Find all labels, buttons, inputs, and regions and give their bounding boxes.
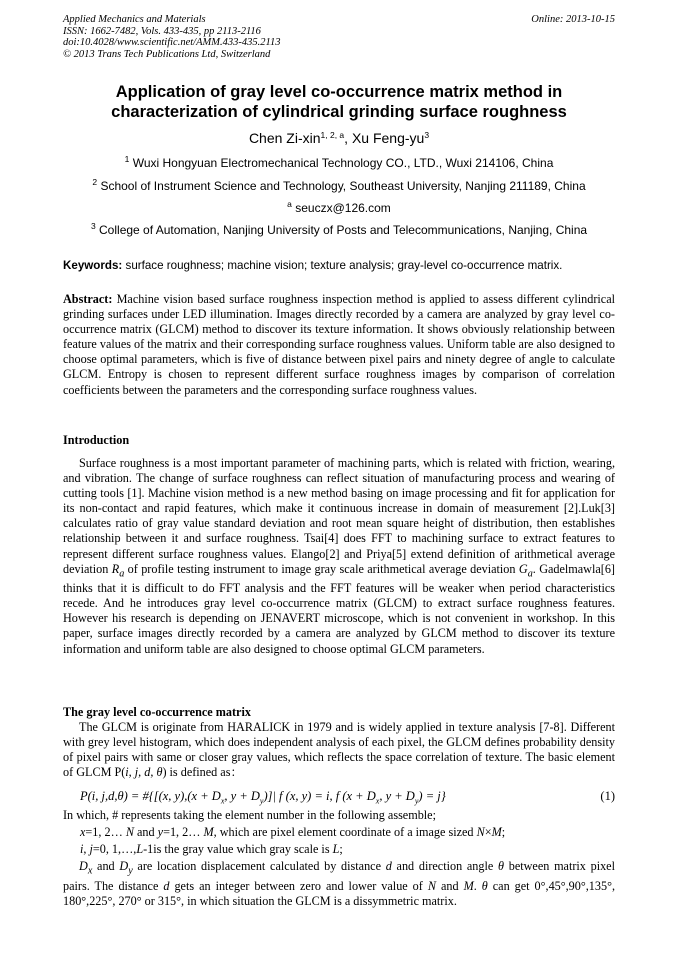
symbol: M	[463, 878, 474, 893]
symbol: M	[203, 825, 214, 839]
author-affiliation-mark: 1, 2, a	[320, 130, 345, 140]
symbol: θ	[481, 878, 488, 893]
affiliation	[30, 156, 648, 170]
keywords-label: Keywords:	[63, 259, 123, 272]
text: and direction angle	[391, 859, 499, 873]
author-list	[63, 130, 615, 146]
title-line-2: characterization of cylindrical grinding surface roughness	[111, 103, 567, 121]
definition-line: In which, # represents taking the element number in the following assemble;	[63, 808, 436, 822]
symbol: θ	[498, 859, 505, 873]
keywords-text: surface roughness; machine vision; texture analysis; gray-level co-occurrence matrix.	[125, 259, 563, 272]
text: -1is the gray value which gray scale is	[143, 842, 333, 856]
symbol: L	[136, 842, 144, 856]
section-heading-introduction: Introduction	[63, 433, 130, 447]
equation-subscript: y	[414, 796, 419, 806]
definition-line	[80, 842, 615, 857]
equation-part: , y + D	[379, 789, 415, 803]
text: , which are pixel element coordinate of a image sized	[213, 825, 477, 839]
symbol: L	[332, 842, 340, 856]
symbol: M	[491, 825, 502, 839]
affiliation-email	[30, 201, 648, 215]
issn: ISSN: 1662-7482, Vols. 433-435, pp 2113-2116	[63, 25, 261, 37]
symbol-ra: R	[111, 561, 120, 576]
equation-part: ) = j}	[418, 789, 446, 803]
symbol: D	[119, 859, 129, 873]
glcm-displacement-paragraph	[63, 859, 615, 909]
section-heading-glcm: The gray level co-occurrence matrix	[63, 705, 251, 719]
introduction-paragraph	[63, 456, 615, 657]
equation-subscript: y	[259, 796, 264, 806]
paragraph-text: ) is defined as：	[162, 765, 243, 780]
text: and	[92, 859, 120, 873]
symbol: N	[476, 825, 485, 839]
affiliation-text: College of Automation, Nanjing University of Posts and Telecommunications, Nanjing, China	[99, 223, 588, 237]
symbol: D	[79, 859, 88, 873]
affiliation	[30, 179, 648, 193]
author-separator: ,	[344, 130, 352, 146]
text: between matrix pixel pairs. The distance	[63, 859, 615, 893]
text: .	[473, 878, 482, 893]
equation-number: (1)	[600, 789, 615, 803]
text: and	[435, 878, 464, 893]
text: and	[133, 825, 158, 839]
affiliation-mark: 2	[92, 177, 98, 187]
title-line-1: Application of gray level co-occurrence matrix method in	[115, 83, 563, 101]
author-name: Xu Feng-yu	[351, 130, 425, 146]
glcm-paragraph	[63, 720, 615, 780]
symbol: y	[157, 825, 164, 839]
equation-subscript: x	[375, 796, 380, 806]
definition-line	[80, 825, 615, 840]
text: ,	[83, 842, 90, 856]
paragraph-text: . Gadelmawla[6] thinks that it is difficult to do FFT analysis and the FFT features will be weaker when period characteristics recede. And he introduces gray level co-occurrence matrix (GLCM) to extract surface roughness features. However his research is depending on JENAVERT microscope, which is not convenient in workshop. In this paper, surface images directly recorded by a camera are analyzed by GLCM method to discover its texture information and uniform table are also designed to choose optimal GLCM parameters.	[63, 561, 615, 656]
copyright: © 2013 Trans Tech Publications Ltd, Switzerland	[63, 48, 271, 60]
affiliation-mark: 3	[90, 221, 96, 231]
affiliation	[30, 223, 648, 237]
equation-part: P(i, j,d,θ) = #{[(x, y),(x + D	[80, 789, 221, 803]
symbol: j	[89, 842, 93, 856]
text: =1, 2…	[163, 825, 204, 839]
email-text: seuczx@126.com	[295, 201, 391, 215]
equation-part: , y + D	[224, 789, 260, 803]
abstract-text: Machine vision based surface roughness inspection method is applied to assess different cylindrical grinding surfaces under LED illumination. Images directly recorded by a camera are analyzed by gray level co-occurrence matrix (GLCM) method to discover its texture information. It shows obviously relationship between feature values of the matrix and their corresponding surface roughness values. Uniform table are also designed to choose optimal parameters, which is five of distance between pixel pairs and ninety degree of angle to calculate GLCM. Entropy is chosen to represent different surface roughness images by comparison of correlation coefficients between the parameters and the corresponding surface roughness values.	[63, 292, 615, 397]
text: =1, 2…	[85, 825, 126, 839]
text: =0, 1,…,	[92, 842, 137, 856]
symbol-ga-sub: a	[527, 568, 533, 580]
abstract-label: Abstract:	[63, 292, 113, 306]
symbol: i	[80, 842, 84, 856]
text: ×	[484, 825, 492, 839]
affiliation-text: Wuxi Hongyuan Electromechanical Technology CO., LTD., Wuxi 214106, China	[132, 156, 554, 170]
glcm-args: i, j, d, θ	[125, 765, 163, 780]
paper-title	[63, 82, 615, 122]
symbol: N	[125, 825, 134, 839]
author-affiliation-mark: 3	[424, 130, 430, 140]
journal-info	[63, 14, 280, 60]
affiliation-mark: 1	[124, 154, 130, 164]
text: gets an integer between zero and lower value of	[169, 878, 428, 893]
equation-subscript: x	[220, 796, 225, 806]
symbol: d	[385, 859, 392, 873]
text: can get 0°,45°,90°,135°, 180°,225°, 270° or 315°, in which situation the GLCM is a dissymmetric matrix.	[63, 878, 615, 908]
online-date: Online: 2013-10-15	[531, 14, 615, 25]
symbol-ra-sub: a	[119, 568, 125, 580]
keywords	[63, 259, 615, 273]
affiliation-mark: a	[287, 199, 292, 209]
symbol-sub: x	[87, 865, 93, 877]
affiliation-text: School of Instrument Science and Technology, Southeast University, Nanjing 211189, China	[100, 179, 586, 193]
abstract	[63, 292, 615, 398]
equation-part: )]| f (x, y) = i, f (x + D	[263, 789, 376, 803]
equation-body	[80, 789, 446, 806]
symbol: N	[427, 878, 436, 893]
symbol-sub: y	[128, 865, 133, 877]
journal-name: Applied Mechanics and Materials	[63, 14, 206, 25]
text: ;	[339, 842, 343, 856]
paragraph-text: The GLCM is originate from HARALICK in 1979 and is widely applied in texture analysis [7-8]. Different with grey level histogram, which does independent analysis of each pixel, the GLCM defines probability density of pixel pairs with same or closer gray values, which reflects the space correlation of texture. The basic element of GLCM P(	[63, 720, 615, 780]
symbol-ga: G	[518, 561, 528, 576]
author-name: Chen Zi-xin	[248, 130, 321, 146]
symbol: x	[80, 825, 86, 839]
equation-1	[80, 788, 615, 810]
text: are location displacement calculated by distance	[132, 859, 386, 873]
doi: doi:10.4028/www.scientific.net/AMM.433-435.2113	[63, 37, 281, 48]
paragraph-text: of profile testing instrument to image gray scale arithmetical average deviation	[124, 561, 519, 576]
symbol: d	[163, 878, 170, 893]
text: ;	[501, 825, 506, 839]
paragraph-text: Surface roughness is a most important parameter of machining parts, which is related with friction, wearing, and vibration. The change of surface roughness can reflect situation of manufacturing process and wearing of cutting tools [1]. Machine vision method is a new method basing on image processing and fit for application for its non-contact and rapid features, which make it continuous increase in domain of measurement [2].Luk[3] calculates ratio of gray value standard deviation and root mean square height of distribution, then establishes relationship between it and surface roughness. Tsai[4] does FFT to machining surface to extract features to represent different surface roughness values. Elango[2] and Priya[5] extend definition of arithmetical average deviation	[63, 456, 615, 576]
